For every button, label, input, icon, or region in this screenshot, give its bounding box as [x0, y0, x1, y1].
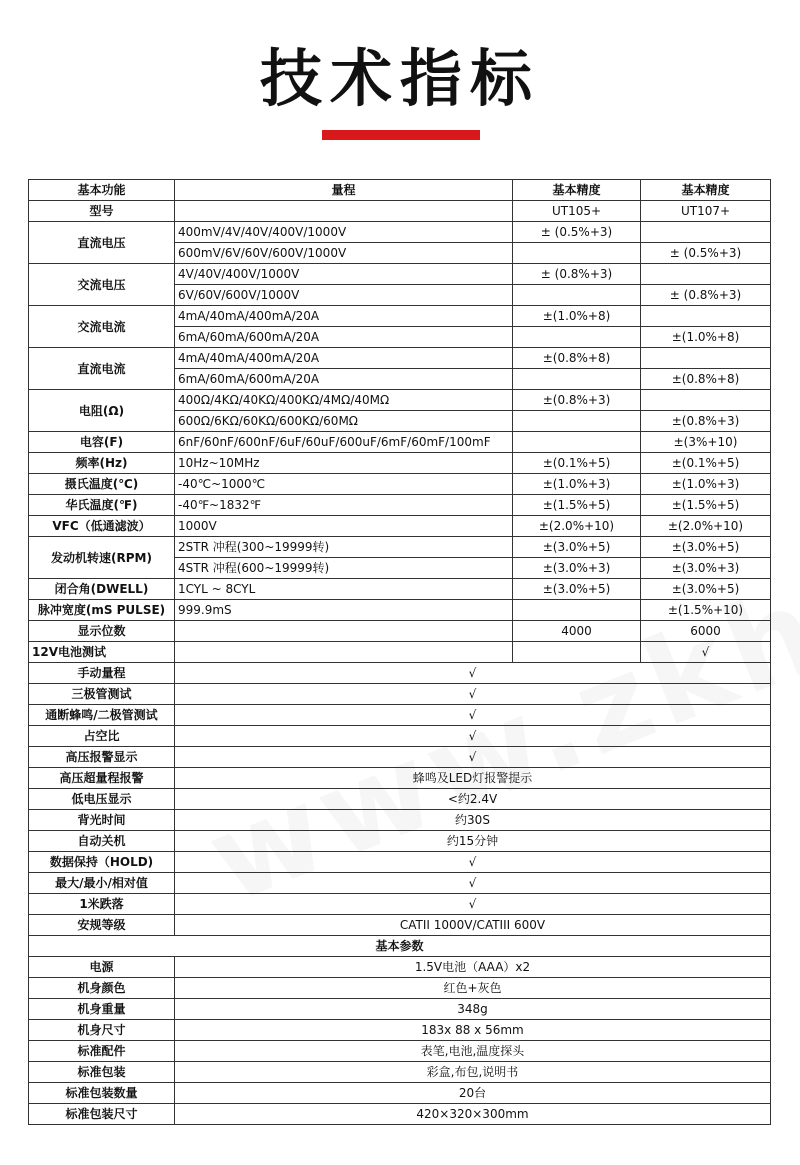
table-row: [29, 390, 771, 411]
row-label: 电容(F): [29, 432, 175, 453]
row-value: √: [175, 894, 771, 915]
accuracy-cell: ±(0.8%+3): [513, 390, 641, 411]
accuracy-cell: ±(1.0%+3): [513, 474, 641, 495]
table-row: [29, 663, 771, 684]
cell-empty: [513, 285, 641, 306]
row-label: 直流电压: [29, 222, 175, 264]
cell-empty: [641, 306, 771, 327]
row-value: 蜂鸣及LED灯报警提示: [175, 768, 771, 789]
table-row: [29, 747, 771, 768]
range-cell: 4V/40V/400V/1000V: [175, 264, 513, 285]
table-row: [29, 537, 771, 558]
row-label: 标准包装尺寸: [29, 1104, 175, 1125]
cell-empty: [175, 621, 513, 642]
table-row: [29, 852, 771, 873]
header-accuracy-1: 基本精度: [513, 180, 641, 201]
accuracy-cell: ± (0.5%+3): [641, 243, 771, 264]
row-label: 1米跌落: [29, 894, 175, 915]
row-label: 发动机转速(RPM): [29, 537, 175, 579]
row-value: 183x 88 x 56mm: [175, 1020, 771, 1041]
table-row: [29, 516, 771, 537]
row-value: 约15分钟: [175, 831, 771, 852]
model-ut105: UT105+: [513, 201, 641, 222]
accuracy-cell: ±(0.8%+8): [513, 348, 641, 369]
features-section: [29, 663, 771, 936]
row-value: 表笔,电池,温度探头: [175, 1041, 771, 1062]
header-function: 基本功能: [29, 180, 175, 201]
table-row: [29, 978, 771, 999]
row-label: 电阻(Ω): [29, 390, 175, 432]
range-cell: 4mA/40mA/400mA/20A: [175, 306, 513, 327]
row-value: √: [175, 873, 771, 894]
section-header-row: [29, 936, 771, 957]
row-label: 交流电流: [29, 306, 175, 348]
range-cell: 400Ω/4KΩ/40KΩ/400KΩ/4MΩ/40MΩ: [175, 390, 513, 411]
table-row: [29, 726, 771, 747]
table-row: [29, 1041, 771, 1062]
accuracy-cell: ±(3.0%+5): [641, 537, 771, 558]
cell-empty: [513, 432, 641, 453]
row-label: 型号: [29, 201, 175, 222]
accuracy-cell: ±(2.0%+10): [641, 516, 771, 537]
table-row: [29, 621, 771, 642]
table-row: [29, 789, 771, 810]
accuracy-cell: ±(1.0%+8): [513, 306, 641, 327]
row-value: √: [175, 747, 771, 768]
row-label: 频率(Hz): [29, 453, 175, 474]
cell-empty: [641, 390, 771, 411]
row-label: 占空比: [29, 726, 175, 747]
accuracy-cell: ± (0.5%+3): [513, 222, 641, 243]
row-label: 高压超量程报警: [29, 768, 175, 789]
cell-empty: [175, 201, 513, 222]
table-row: [29, 642, 771, 663]
row-label: 直流电流: [29, 348, 175, 390]
accuracy-cell: ±(1.5%+5): [513, 495, 641, 516]
table-row: [29, 684, 771, 705]
range-cell: 6mA/60mA/600mA/20A: [175, 369, 513, 390]
row-value: <约2.4V: [175, 789, 771, 810]
row-label: 背光时间: [29, 810, 175, 831]
accuracy-cell: ±(0.8%+3): [641, 411, 771, 432]
cell-empty: [641, 264, 771, 285]
row-label: 最大/最小/相对值: [29, 873, 175, 894]
row-label: 标准包装数量: [29, 1083, 175, 1104]
cell-empty: [513, 369, 641, 390]
params-section: [29, 957, 771, 1125]
header-accuracy-2: 基本精度: [641, 180, 771, 201]
range-cell: 600mV/6V/60V/600V/1000V: [175, 243, 513, 264]
table-row: [29, 432, 771, 453]
range-cell: 4STR 冲程(600~19999转): [175, 558, 513, 579]
accuracy-cell: ±(1.5%+10): [641, 600, 771, 621]
range-cell: 6mA/60mA/600mA/20A: [175, 327, 513, 348]
range-cell: 10Hz~10MHz: [175, 453, 513, 474]
table-row: [29, 768, 771, 789]
table-row: [29, 705, 771, 726]
table-row: [29, 831, 771, 852]
range-cell: -40℉~1832℉: [175, 495, 513, 516]
row-label: 三极管测试: [29, 684, 175, 705]
range-cell: 6V/60V/600V/1000V: [175, 285, 513, 306]
table-row: [29, 474, 771, 495]
accuracy-cell: ±(1.0%+8): [641, 327, 771, 348]
accuracy-cell: ±(0.8%+8): [641, 369, 771, 390]
cell-empty: [641, 222, 771, 243]
row-value: 420×320×300mm: [175, 1104, 771, 1125]
accuracy-cell: ±(3.0%+3): [641, 558, 771, 579]
basic-params-heading-section: [29, 936, 771, 957]
row-label: 低电压显示: [29, 789, 175, 810]
table-row: [29, 222, 771, 243]
accuracy-cell: ±(0.1%+5): [513, 453, 641, 474]
row-label: 高压报警显示: [29, 747, 175, 768]
table-row: [29, 1104, 771, 1125]
table-row: [29, 1062, 771, 1083]
table-row: [29, 1020, 771, 1041]
row-label: 12V电池测试: [29, 642, 175, 663]
table-row: [29, 579, 771, 600]
row-label: 电源: [29, 957, 175, 978]
row-label: 闭合角(DWELL): [29, 579, 175, 600]
table-row: [29, 999, 771, 1020]
accuracy-cell: ±(3.0%+5): [513, 579, 641, 600]
table-row: [29, 894, 771, 915]
row-label: 机身颜色: [29, 978, 175, 999]
cell-empty: [513, 411, 641, 432]
table-row: [29, 453, 771, 474]
row-value: √: [175, 705, 771, 726]
cell-empty: [175, 642, 513, 663]
title-underline: [322, 130, 480, 140]
range-cell: 1000V: [175, 516, 513, 537]
row-value: 1.5V电池（AAA）x2: [175, 957, 771, 978]
range-cell: 6nF/60nF/600nF/6uF/60uF/600uF/6mF/60mF/100mF: [175, 432, 513, 453]
row-label: 通断蜂鸣/二极管测试: [29, 705, 175, 726]
page-title: 技术指标: [259, 42, 540, 115]
table-row: [29, 348, 771, 369]
row-value: 约30S: [175, 810, 771, 831]
row-value: 20台: [175, 1083, 771, 1104]
accuracy-cell: ±(0.1%+5): [641, 453, 771, 474]
row-label: 显示位数: [29, 621, 175, 642]
range-cell: 1CYL ~ 8CYL: [175, 579, 513, 600]
range-cell: 2STR 冲程(300~19999转): [175, 537, 513, 558]
row-label: 机身尺寸: [29, 1020, 175, 1041]
cell-empty: [513, 243, 641, 264]
row-label: 标准配件: [29, 1041, 175, 1062]
table-row: [29, 1083, 771, 1104]
row-label: 脉冲宽度(mS PULSE): [29, 600, 175, 621]
table-row: [29, 915, 771, 936]
table-row: [29, 264, 771, 285]
table-header-row: [29, 180, 771, 201]
accuracy-cell: ±(3.0%+5): [641, 579, 771, 600]
cell-empty: [513, 327, 641, 348]
row-value: √: [175, 852, 771, 873]
row-label: 华氏温度(℉): [29, 495, 175, 516]
digits-ut105: 4000: [513, 621, 641, 642]
table-row: [29, 201, 771, 222]
table-row: [29, 600, 771, 621]
spec-table: [28, 179, 771, 1125]
row-value: CATII 1000V/CATIII 600V: [175, 915, 771, 936]
row-label: 数据保持（HOLD): [29, 852, 175, 873]
accuracy-cell: ±(3%+10): [641, 432, 771, 453]
accuracy-cell: ± (0.8%+3): [641, 285, 771, 306]
accuracy-cell: ±(3.0%+5): [513, 537, 641, 558]
row-value: √: [175, 684, 771, 705]
row-label: 交流电压: [29, 264, 175, 306]
row-label: 机身重量: [29, 999, 175, 1020]
row-value: 348g: [175, 999, 771, 1020]
row-label: 标准包装: [29, 1062, 175, 1083]
range-cell: 400mV/4V/40V/400V/1000V: [175, 222, 513, 243]
range-cell: 999.9mS: [175, 600, 513, 621]
table-row: [29, 810, 771, 831]
range-cell: -40℃~1000℃: [175, 474, 513, 495]
row-label: 摄氏温度(℃): [29, 474, 175, 495]
row-label: 自动关机: [29, 831, 175, 852]
cell-empty: [513, 600, 641, 621]
table-row: [29, 495, 771, 516]
accuracy-cell: ±(1.5%+5): [641, 495, 771, 516]
header-range: 量程: [175, 180, 513, 201]
row-label: 安规等级: [29, 915, 175, 936]
row-label: VFC（低通滤波）: [29, 516, 175, 537]
accuracy-cell: ±(2.0%+10): [513, 516, 641, 537]
digits-ut107: 6000: [641, 621, 771, 642]
row-label: 手动量程: [29, 663, 175, 684]
row-value: √: [175, 663, 771, 684]
table-row: [29, 957, 771, 978]
row-value: √: [175, 726, 771, 747]
range-cell: 600Ω/6KΩ/60KΩ/600KΩ/60MΩ: [175, 411, 513, 432]
accuracy-cell: ±(3.0%+3): [513, 558, 641, 579]
row-value: 彩盒,布包,说明书: [175, 1062, 771, 1083]
table-row: [29, 873, 771, 894]
table-row: [29, 306, 771, 327]
check-cell: √: [641, 642, 771, 663]
row-value: 红色+灰色: [175, 978, 771, 999]
spec-table-body: [29, 180, 771, 663]
cell-empty: [641, 348, 771, 369]
cell-empty: [513, 642, 641, 663]
basic-params-title: 基本参数: [29, 936, 771, 957]
model-ut107: UT107+: [641, 201, 771, 222]
accuracy-cell: ±(1.0%+3): [641, 474, 771, 495]
range-cell: 4mA/40mA/400mA/20A: [175, 348, 513, 369]
accuracy-cell: ± (0.8%+3): [513, 264, 641, 285]
